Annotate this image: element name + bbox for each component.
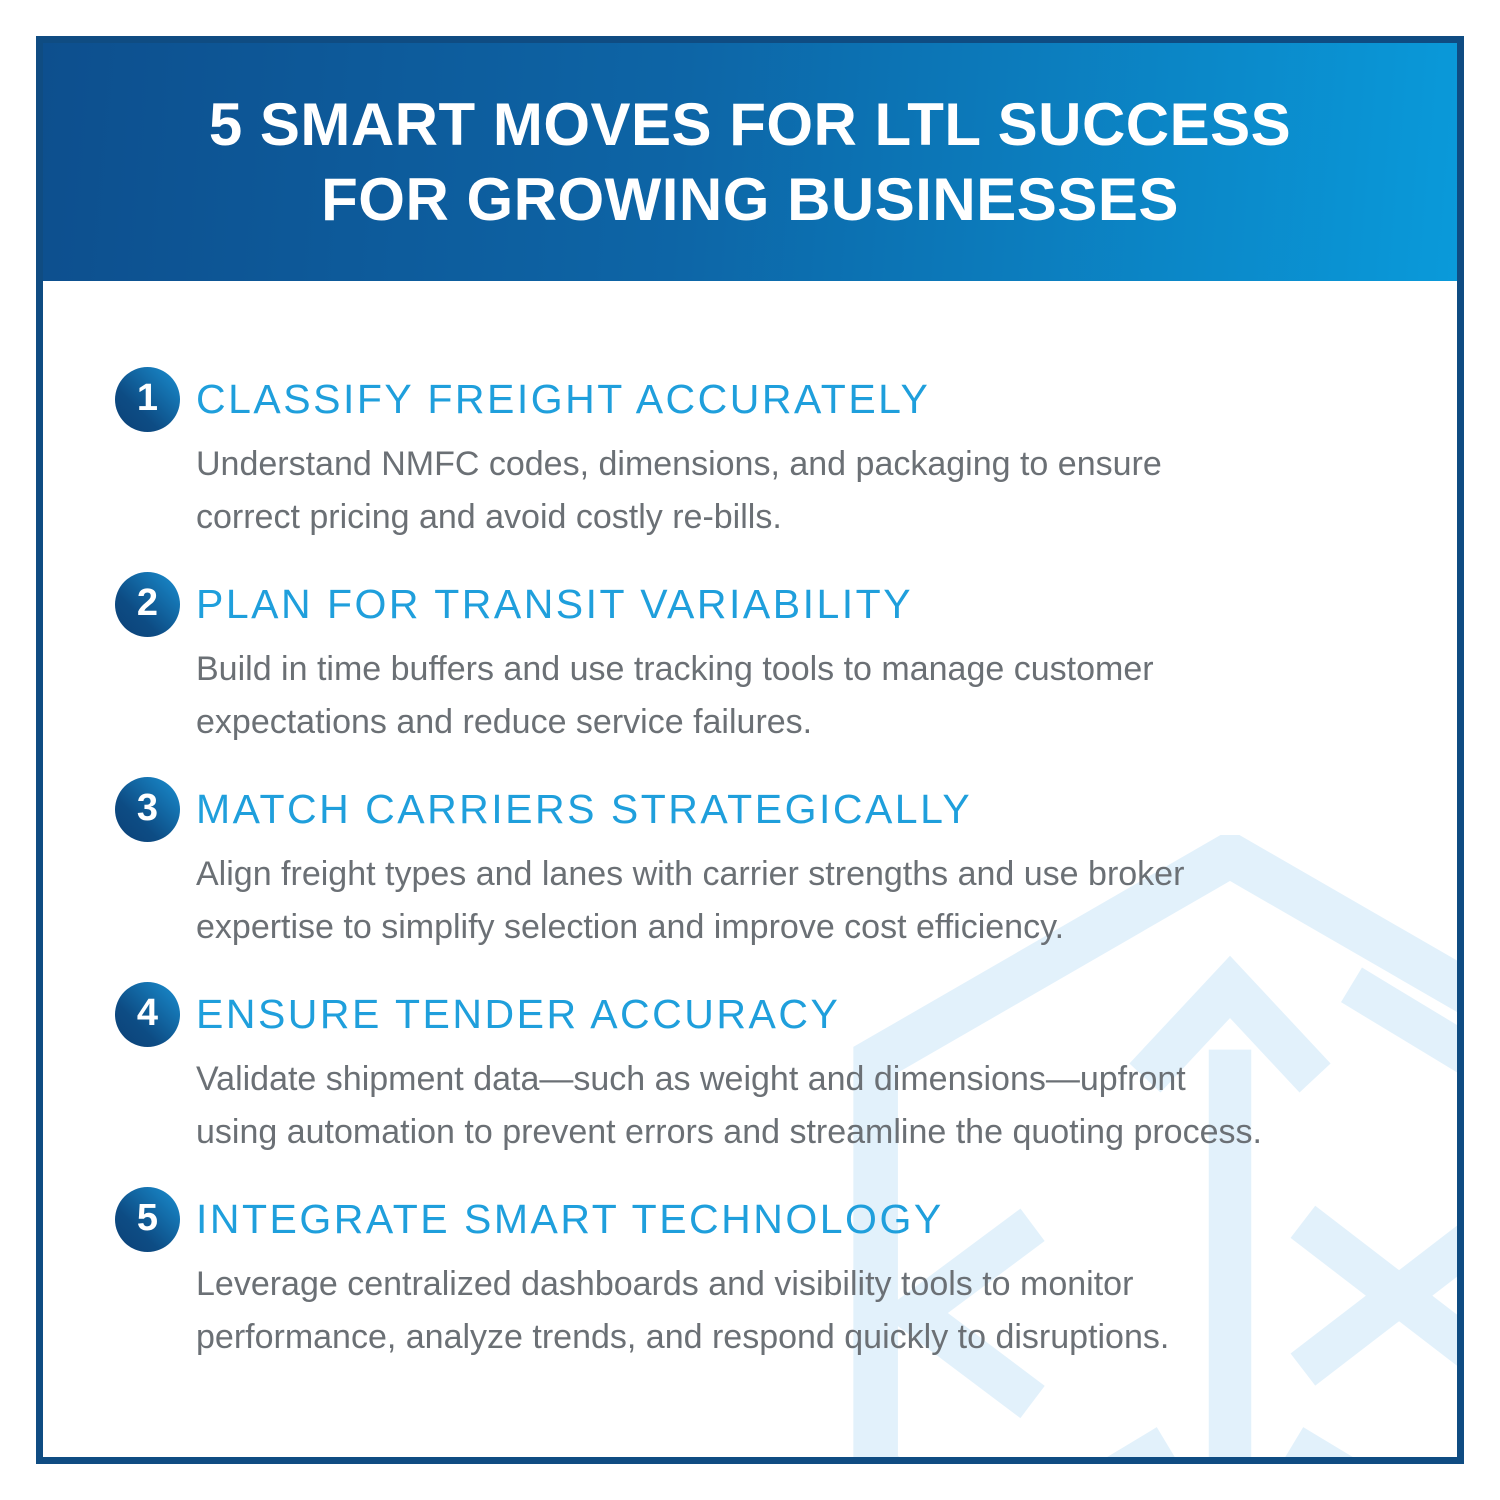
item-1-desc-line-2: correct pricing and avoid costly re-bills.	[196, 498, 782, 536]
list-item-1	[115, 367, 1457, 544]
item-4-desc-line-1: Validate shipment data—such as weight and dimensions—upfront	[196, 1060, 1186, 1098]
number-badge-5: 5	[115, 1187, 180, 1252]
header-banner	[43, 43, 1457, 281]
item-3-desc-line-1: Align freight types and lanes with carrier strengths and use broker	[196, 855, 1185, 893]
smart-moves-list	[43, 281, 1457, 1364]
item-4-desc-line-2: using automation to prevent errors and streamline the quoting process.	[196, 1113, 1262, 1151]
item-1-desc-line-1: Understand NMFC codes, dimensions, and packaging to ensure	[196, 445, 1162, 483]
item-4-title: ENSURE TENDER ACCURACY	[196, 991, 841, 1037]
number-badge-4: 4	[115, 982, 180, 1047]
number-badge-2: 2	[115, 572, 180, 637]
item-3-title: MATCH CARRIERS STRATEGICALLY	[196, 786, 973, 832]
item-2-desc-line-1: Build in time buffers and use tracking tools to manage customer	[196, 650, 1154, 688]
item-3-description	[196, 848, 1184, 954]
page-title-line-1: 5 SMART MOVES FOR LTL SUCCESS	[208, 91, 1292, 158]
item-5-description	[196, 1258, 1169, 1364]
list-item-3	[115, 777, 1457, 954]
list-item-2	[115, 572, 1457, 749]
item-1-title: CLASSIFY FREIGHT ACCURATELY	[196, 376, 931, 422]
page-title-line-2: FOR GROWING BUSINESSES	[321, 166, 1179, 233]
item-2-description	[196, 643, 1154, 749]
list-item-4	[115, 982, 1457, 1159]
list-item-5	[115, 1187, 1457, 1364]
item-2-text	[196, 572, 1154, 749]
infographic-card	[36, 36, 1464, 1464]
item-3-desc-line-2: expertise to simplify selection and improve cost efficiency.	[196, 908, 1065, 946]
item-5-desc-line-2: performance, analyze trends, and respond quickly to disruptions.	[196, 1318, 1170, 1356]
item-5-text	[196, 1187, 1169, 1364]
number-badge-1: 1	[115, 367, 180, 432]
item-2-desc-line-2: expectations and reduce service failures.	[196, 703, 813, 741]
item-1-description	[196, 438, 1162, 544]
item-3-text	[196, 777, 1184, 954]
item-5-desc-line-1: Leverage centralized dashboards and visibility tools to monitor	[196, 1265, 1134, 1303]
number-badge-3: 3	[115, 777, 180, 842]
item-2-title: PLAN FOR TRANSIT VARIABILITY	[196, 581, 914, 627]
item-1-text	[196, 367, 1162, 544]
item-5-title: INTEGRATE SMART TECHNOLOGY	[196, 1196, 944, 1242]
item-4-description	[196, 1053, 1262, 1159]
item-4-text	[196, 982, 1262, 1159]
